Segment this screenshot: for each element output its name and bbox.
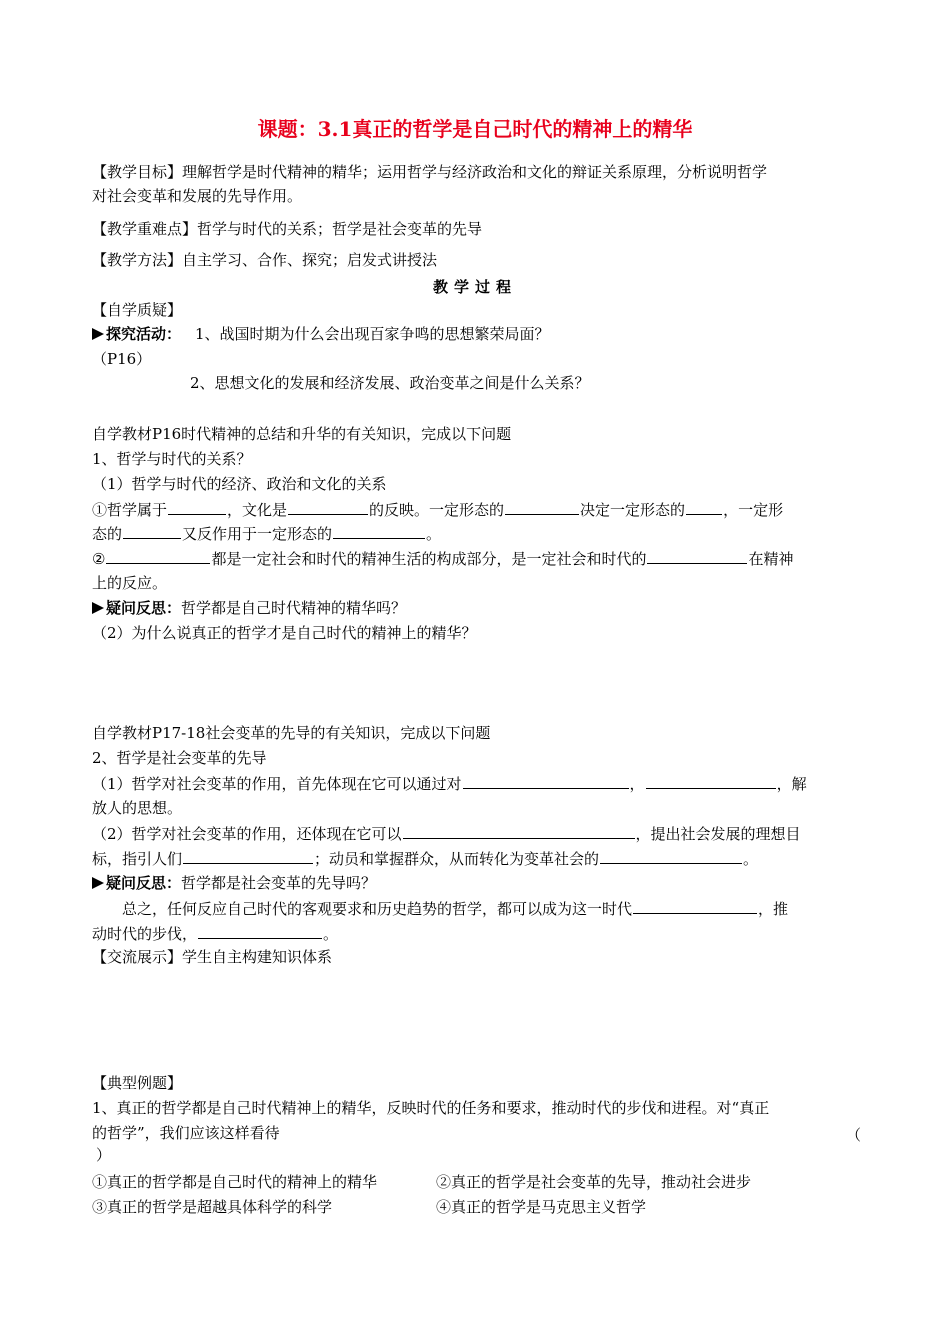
fill-blank[interactable] — [106, 548, 210, 564]
explore-line-1 — [92, 324, 550, 344]
text-fragment: ，推 — [758, 900, 789, 918]
objective-line-1 — [92, 162, 767, 182]
summary-line-2 — [92, 923, 338, 944]
fill-blank[interactable] — [403, 823, 635, 839]
option-3: ③真正的哲学是超越具体科学的科学 — [92, 1198, 333, 1216]
objective-line-2: 对社会变革和发展的先导作用。 — [92, 187, 303, 205]
section2-fill-line-2: 放人的思想。 — [92, 799, 183, 817]
fill-blank[interactable] — [198, 923, 322, 939]
examples-heading: 【典型例题】 — [92, 1074, 183, 1092]
exchange-line — [92, 947, 332, 967]
section2-reflect — [92, 873, 376, 893]
fill-blank[interactable] — [633, 898, 757, 914]
example-q1-line-2: 的哲学”，我们应该这样看待 — [92, 1124, 280, 1142]
reflect-text: 哲学都是自己时代精神的精华吗？ — [181, 599, 407, 617]
fill-blank[interactable] — [686, 499, 722, 515]
option-2: ②真正的哲学是社会变革的先导，推动社会进步 — [436, 1173, 752, 1191]
section2-fill-line-3 — [92, 823, 801, 844]
method-label: 【教学方法】 — [92, 251, 183, 269]
example-q1-line-1: 1、真正的哲学都是自己时代精神上的精华，反映时代的任务和要求，推动时代的步伐和进程。对“真正 — [92, 1099, 770, 1117]
reflect-label: 疑问反思： — [106, 599, 182, 617]
section1-fill-line-2 — [92, 523, 441, 544]
section1-sub1: （1）哲学与时代的经济、政治和文化的关系 — [92, 475, 387, 493]
reflect-text: 哲学都是社会变革的先导吗？ — [181, 874, 377, 892]
fill-blank[interactable] — [123, 523, 181, 539]
answer-paren-open: （ — [846, 1126, 862, 1144]
text-fragment: ；动员和掌握群众，从而转化为变革社会的 — [314, 850, 600, 868]
arrow-bullet-icon — [92, 328, 104, 340]
text-fragment: ①哲学属于 — [92, 501, 168, 519]
section2-fill-line-1 — [92, 773, 807, 794]
text-fragment: ② — [92, 550, 106, 568]
self-study-heading: 【自学质疑】 — [92, 301, 183, 319]
fill-blank[interactable] — [647, 548, 747, 564]
explore-question-1: 1、战国时期为什么会出现百家争鸣的思想繁荣局面？ — [195, 325, 550, 343]
fill-blank[interactable] — [646, 773, 776, 789]
text-fragment: ，文化是 — [227, 501, 288, 519]
key-points-label: 【教学重难点】 — [92, 220, 198, 238]
fill-blank[interactable] — [600, 848, 742, 864]
text-fragment: 动时代的步伐， — [92, 925, 198, 943]
objective-text: 理解哲学是时代精神的精华；运用哲学与经济政治和文化的辩证关系原理，分析说明哲学 — [182, 163, 768, 181]
explore-page-ref: （P16） — [92, 350, 152, 368]
explore-question-2: 2、思想文化的发展和经济发展、政治变革之间是什么关系？ — [190, 374, 590, 392]
fill-blank[interactable] — [288, 499, 368, 515]
text-fragment: ，解 — [776, 775, 807, 793]
section1-fill-line-1 — [92, 499, 783, 520]
exchange-label: 【交流展示】 — [92, 948, 183, 966]
text-fragment: 总之，任何反应自己时代的客观要求和历史趋势的哲学，都可以成为这一时代 — [122, 900, 633, 918]
text-fragment: ， — [629, 775, 645, 793]
text-fragment: 在精神 — [748, 550, 794, 568]
arrow-bullet-icon — [92, 602, 104, 614]
section2-intro: 自学教材P17-18社会变革的先导的有关知识，完成以下问题 — [92, 724, 491, 742]
section1-intro: 自学教材P16时代精神的总结和升华的有关知识，完成以下问题 — [92, 425, 512, 443]
reflect-label: 疑问反思： — [106, 874, 182, 892]
text-fragment: 又反作用于一定形态的 — [182, 525, 333, 543]
text-fragment: （1）哲学对社会变革的作用，首先体现在它可以通过对 — [92, 775, 462, 793]
text-fragment: 。 — [743, 850, 759, 868]
method-text: 自主学习、合作、探究；启发式讲授法 — [182, 251, 438, 269]
key-points-text: 哲学与时代的关系；哲学是社会变革的先导 — [197, 220, 483, 238]
section1-fill-line-4: 上的反应。 — [92, 574, 168, 592]
method-line — [92, 250, 437, 270]
section1-heading: 1、哲学与时代的关系？ — [92, 450, 252, 468]
text-fragment: （2）哲学对社会变革的作用，还体现在它可以 — [92, 825, 402, 843]
key-points-line — [92, 219, 482, 239]
process-heading: 教学过程 — [432, 278, 517, 296]
section1-sub2: （2）为什么说真正的哲学才是自己时代的精神上的精华？ — [92, 624, 477, 642]
arrow-bullet-icon — [92, 877, 104, 889]
fill-blank[interactable] — [168, 499, 226, 515]
text-fragment: ，一定形 — [723, 501, 784, 519]
section2-heading: 2、哲学是社会变革的先导 — [92, 749, 267, 767]
page-title: 课题：3.1真正的哲学是自己时代的精神上的精华 — [257, 117, 693, 141]
text-fragment: 标，指引人们 — [92, 850, 183, 868]
section2-fill-line-4 — [92, 848, 758, 869]
fill-blank[interactable] — [505, 499, 579, 515]
option-4: ④真正的哲学是马克思主义哲学 — [436, 1198, 647, 1216]
explore-label: 探究活动： — [106, 325, 182, 343]
text-fragment: 。 — [323, 925, 339, 943]
objective-label: 【教学目标】 — [92, 163, 183, 181]
text-fragment: 都是一定社会和时代的精神生活的构成部分，是一定社会和时代的 — [211, 550, 647, 568]
summary-line-1 — [122, 898, 788, 919]
section1-reflect — [92, 598, 406, 618]
section1-fill-line-3 — [92, 548, 793, 569]
option-1: ①真正的哲学都是自己时代的精神上的精华 — [92, 1173, 378, 1191]
text-fragment: 决定一定形态的 — [580, 501, 686, 519]
fill-blank[interactable] — [333, 523, 425, 539]
answer-paren-close: ） — [96, 1146, 112, 1164]
exchange-text: 学生自主构建知识体系 — [182, 948, 333, 966]
fill-blank[interactable] — [463, 773, 629, 789]
text-fragment: 。 — [426, 525, 442, 543]
text-fragment: 态的 — [92, 525, 123, 543]
fill-blank[interactable] — [183, 848, 313, 864]
text-fragment: 的反映。一定形态的 — [369, 501, 505, 519]
text-fragment: ，提出社会发展的理想目 — [635, 825, 801, 843]
